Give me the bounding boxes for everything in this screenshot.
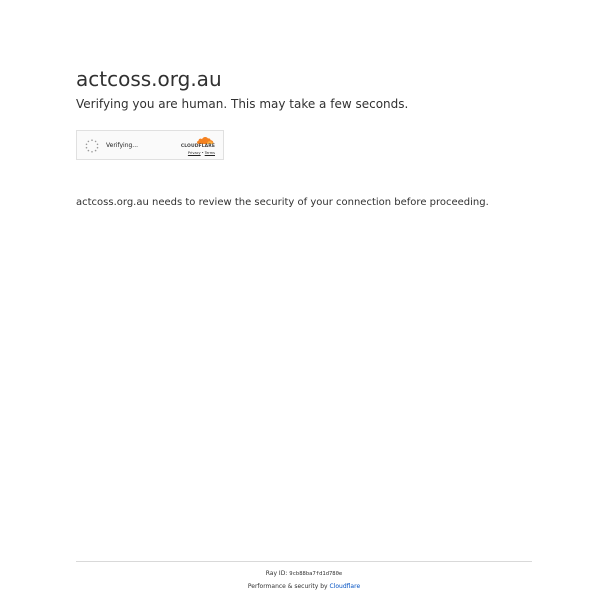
links-separator: •: [201, 151, 204, 155]
privacy-link[interactable]: Privacy: [187, 151, 201, 155]
site-title: actcoss.org.au: [76, 67, 222, 91]
turnstile-widget[interactable]: [76, 130, 224, 160]
verifying-status: Verifying...: [106, 142, 139, 149]
verification-subtitle: Verifying you are human. This may take a few seconds.: [76, 97, 409, 111]
ray-id-label: Ray ID:: [265, 570, 288, 577]
cloudflare-link[interactable]: Cloudflare: [329, 583, 361, 590]
loading-spinner-icon: [85, 139, 99, 153]
terms-link[interactable]: Terms: [204, 151, 215, 155]
cloudflare-brand: [175, 136, 215, 156]
footer: [76, 561, 532, 592]
ray-id-line: [76, 569, 532, 579]
performance-text: Performance & security by: [247, 583, 328, 590]
performance-line: [76, 582, 532, 592]
widget-links: [188, 151, 215, 155]
cloudflare-wordmark: CLOUDFLARE: [180, 144, 215, 149]
security-description: actcoss.org.au needs to review the security of your connection before proceeding.: [76, 197, 489, 208]
ray-id-value: 9cb88ba7fd1d780e: [289, 571, 343, 577]
main-content: [76, 64, 532, 212]
